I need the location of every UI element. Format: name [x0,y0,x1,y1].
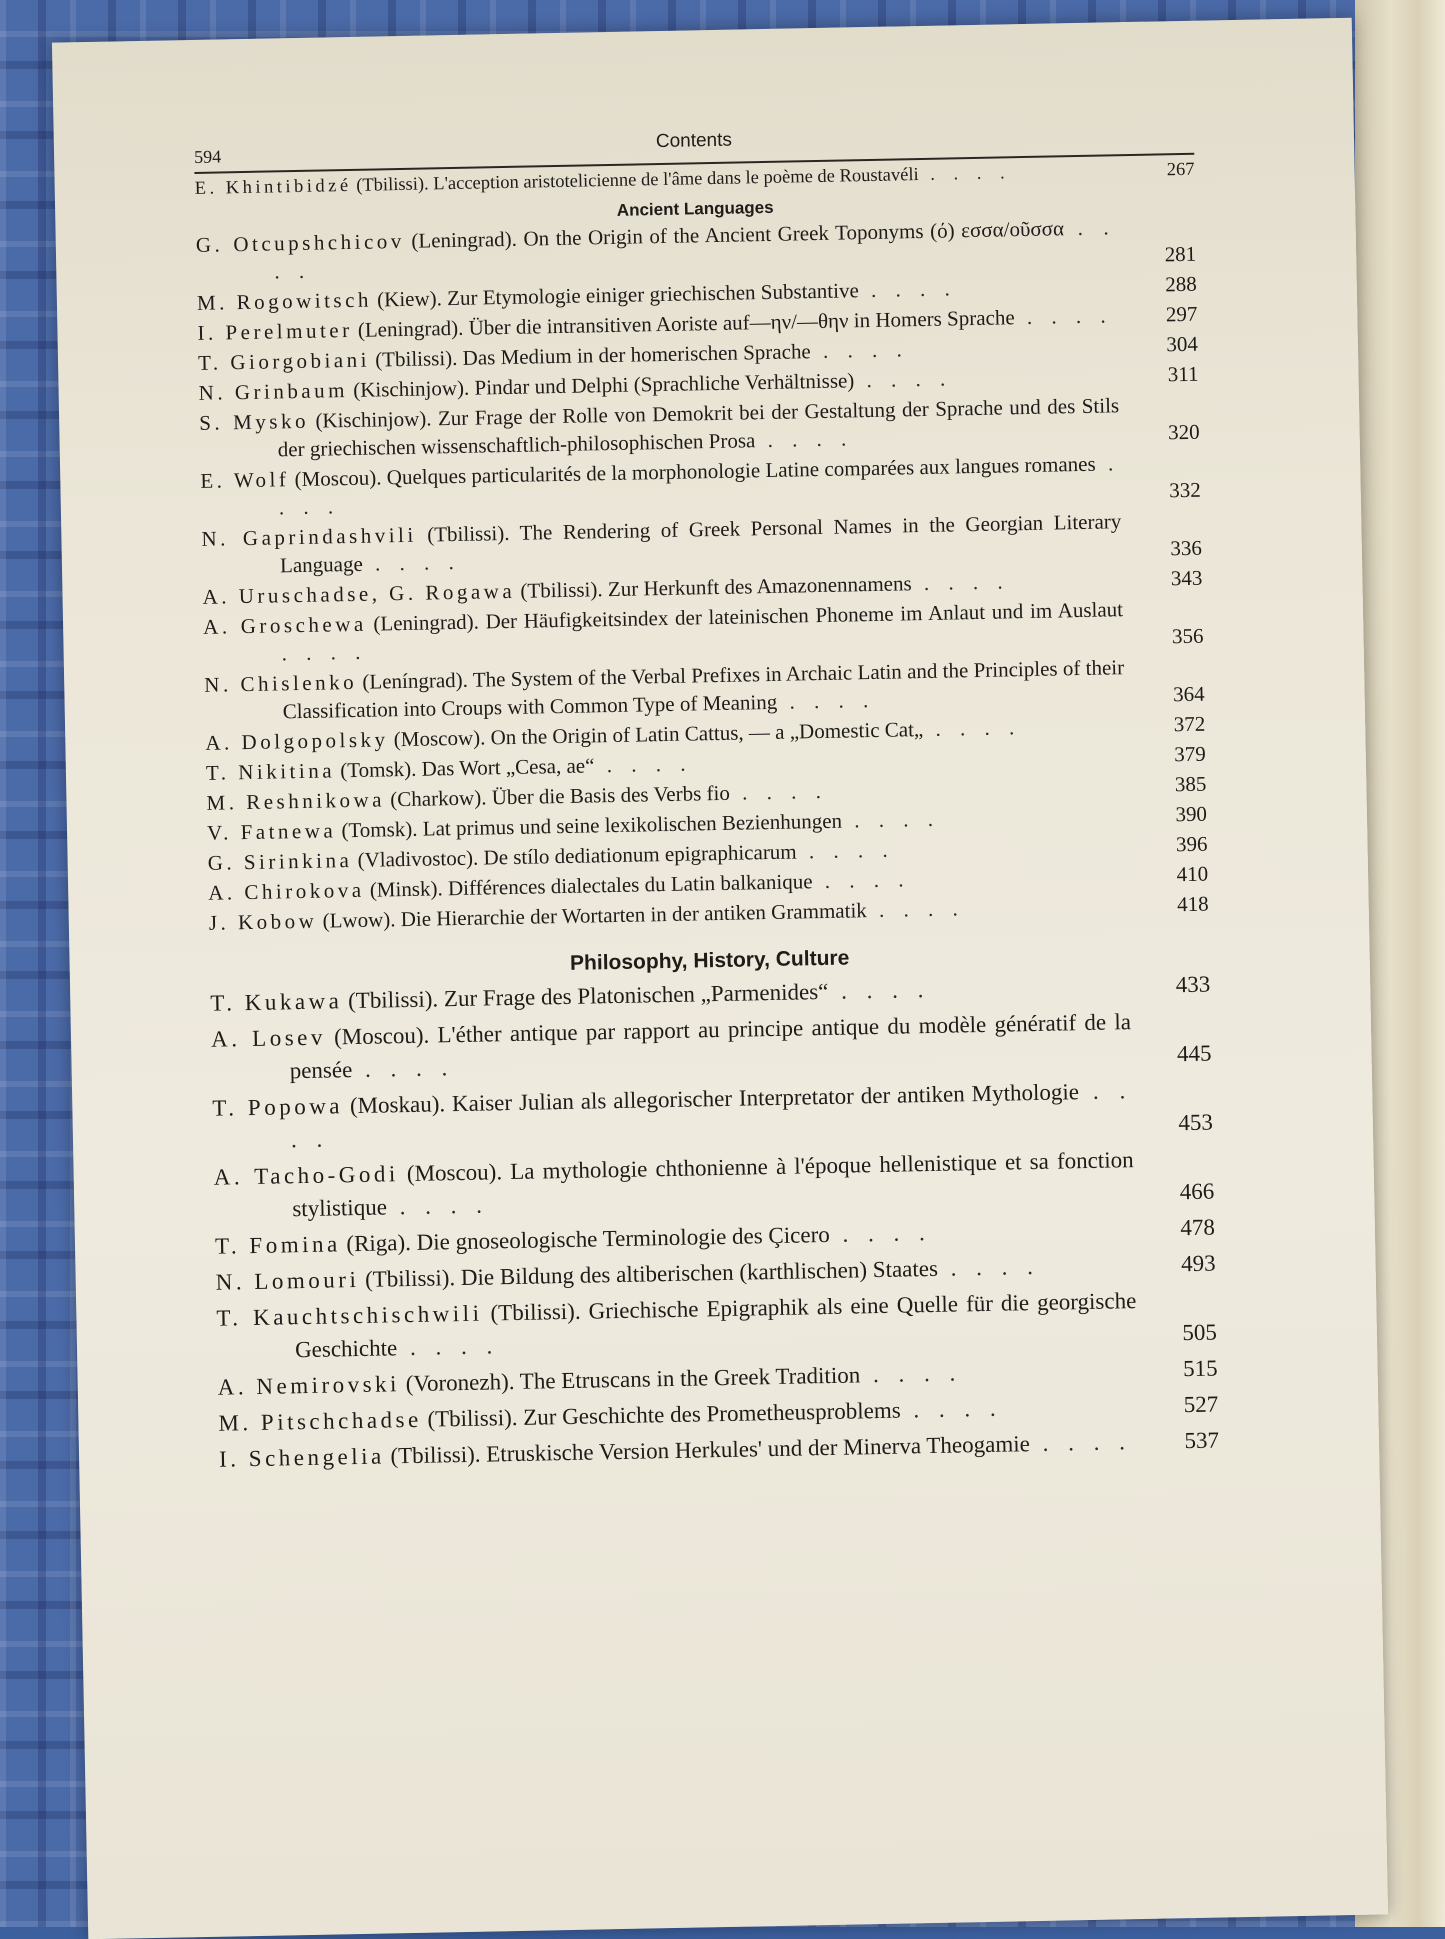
entry-page-number: 379 [1174,741,1207,767]
entry-title: (Leníngrad). The System of the Verbal Prefixes in Archaic Latin and the Principles of their Classification into Croups with Common Type of Meaning [282,655,1125,724]
entry-page-number: 410 [1176,861,1209,887]
entry-author: A. Tacho-Godi [213,1161,400,1190]
entry-page-number: 445 [1176,1040,1212,1067]
leader-dots: . . . . [1029,1429,1133,1457]
leader-dots: . . . . [829,1219,932,1247]
leader-dots: . . . . [594,751,693,778]
leader-dots: . . . . [828,976,931,1004]
entry-page-number: 372 [1173,711,1206,737]
entry-page-number: 343 [1170,565,1203,591]
entry-page-number: 390 [1175,801,1208,827]
entry-title: (Vladivostoc). De stílo dediationum epigraphicarum [357,839,797,872]
entry-page-number: 288 [1165,271,1197,297]
entry-title: (Tbilissi). Zur Frage des Platonischen „Parmenides“ [347,978,829,1014]
entry-page-number: 311 [1167,361,1199,387]
entry-page-number: 527 [1183,1391,1219,1418]
entry-page-number: 396 [1175,831,1208,857]
entry-title: (Moscou). Quelques particularités de la morphonologie Latine comparées aux langues romanes [294,451,1096,492]
entry-author: A. Dolgopolsky [205,727,389,755]
entry-title: (Charkow). Über die Basis des Verbs fio [390,780,731,812]
entry-title: (Tomsk). Lat primus und seine lexikolischen Bezienhungen [341,808,843,843]
entry-title: (Leningrad). Der Häufigkeitsindex der lateinischen Phoneme im Anlaut und im Auslaut [373,597,1124,636]
leader-dots: . . . . [281,639,368,666]
entry-author: M. Pitschchadse [218,1406,422,1436]
entry-author: N. Chislenko [204,669,358,697]
entry-author: T. Kukawa [210,988,343,1016]
entry-author: M. Rogowitsch [196,287,373,315]
section-heading: Ancient Languages [616,197,774,220]
entry-author: S. Mysko [199,408,310,435]
book-page [52,18,1388,1939]
entry-page-number: 267 [1166,159,1195,181]
leader-dots: . . . . [854,366,953,393]
entry-title: (Kischinjow). Pindar und Delphi (Sprachliche Verhältnisse) [352,368,855,402]
entry-title: (Tomsk). Das Wort „Cesa, ae“ [340,753,595,783]
entry-page-number: 297 [1165,301,1198,327]
entry-title: (Tbilissi). Zur Geschichte des Prometheusproblems [427,1397,901,1432]
entry-title: (Tbilissi). Griechische Epigraphik als eine Quelle für die georgische Geschichte [294,1288,1137,1363]
entry-page-number: 493 [1180,1250,1216,1277]
section-heading: Philosophy, History, Culture [569,946,850,975]
entry-title: (Tbilissi). Etruskische Version Herkules' und der Minerva Theogamie [390,1431,1031,1469]
entry-author: T. Popowa [212,1093,344,1121]
entry-title: (Voronezh). The Etruscans in the Greek Tradition [405,1362,861,1397]
entry-title: (Leningrad). On the Origin of the Ancient Greek Toponyms (ό) εσσα/οῦσσα [411,216,1065,253]
leader-dots: . . . . [729,778,829,805]
leader-dots: . . . . [900,1395,1003,1423]
entry-title: (Leningrad). Über die intransitiven Aoriste auf—ην/—θην in Homers Sprache [357,305,1015,342]
entry-title: (Tbilissi). L'acception aristotelicienne de l'âme dans le poème de Roustavéli [356,165,919,196]
leader-dots: . . . . [290,1078,1133,1153]
entry-author: N. Lomouri [215,1266,360,1295]
entry-author: G. Sirinkina [207,848,353,875]
entry-author: A. Nemirovski [217,1371,401,1400]
leader-dots: . . . . [812,867,911,894]
entry-page-number: 320 [1167,419,1200,445]
entry-author: I. Perelmuter [197,317,353,345]
entry-title: (Moscou). La mythologie chthonienne à l'époque hellenistique et sa fonction stylistique [292,1147,1134,1222]
leader-dots: . . . . [274,215,1116,284]
entry-title: (Tbilissi). Zur Herkunft des Amazonennamens [520,571,912,603]
entry-author: A. Chirokova [208,877,365,905]
leader-dots: . . . . [755,426,854,453]
leader-dots: . . . . [858,276,957,303]
entry-author: N. Grinbaum [198,378,349,405]
entry-author: N. Gaprindashvili [201,522,417,551]
leader-dots: . . . . [278,451,1121,520]
entry-author: T. Giorgobiani [197,347,371,375]
entry-author: M. Reshnikowa [206,787,386,815]
entry-title: (Moskau). Kaiser Julian als allegorischer Interpretator der antiken Mythologie [349,1079,1080,1119]
leader-dots: . . . . [923,715,1022,742]
entry-title: (Moscou). L'éther antique par rapport au principe antique du modèle génératif de la pensée [289,1009,1132,1084]
leader-dots: . . . . [1014,303,1113,330]
entry-page-number: 336 [1170,535,1203,561]
entry-title: (Kischinjow). Zur Frage der Rolle von Demokrit bei der Gestaltung der Sprache und des Stils der griechischen wissenschaftlich-philosophischen Prosa [277,393,1120,462]
leader-dots: . . . . [810,337,909,364]
leader-dots: . . . . [386,1192,490,1220]
leader-dots: . . . . [777,687,876,714]
entry-title: (Moscow). On the Origin of Latin Cattus, — a „Domestic Cat„ [393,717,924,752]
entry-author: T. Kauchtschischwili [216,1300,483,1331]
leader-dots: . . . . [362,549,461,576]
leader-dots: . . . . [396,1333,500,1361]
entry-page-number: 505 [1182,1319,1218,1346]
leader-dots: . . . . [918,163,1012,186]
entry-author: G. Otcupshchicov [195,228,405,257]
entry-page-number: 281 [1164,241,1197,267]
leader-dots: . . . . [911,569,1010,596]
leader-dots: . . . . [841,806,941,833]
entry-page-number: 515 [1182,1355,1218,1382]
entry-page-number: 385 [1174,771,1207,797]
entry-title: (Tbilissi). The Rendering of Greek Personal Names in the Georgian Literary Language [279,509,1122,578]
entry-author: A. Groschewa [202,611,367,639]
entry-author: T. Nikitina [205,758,336,785]
entry-title: (Minsk). Différences dialectales du Latin balkanique [369,869,813,902]
entry-author: T. Fomina [214,1231,341,1259]
leader-dots: . . . . [866,896,965,923]
leader-dots: . . . . [796,837,895,864]
entry-author: E. Khintibidzé [194,175,352,199]
entry-page-number: 466 [1179,1178,1215,1205]
page-number: 594 [193,146,222,167]
entry-author: V. Fatnewa [206,818,337,845]
entry-page-number: 478 [1180,1214,1216,1241]
entry-page-number: 332 [1168,477,1201,503]
entry-page-number: 364 [1172,681,1205,707]
entry-title: (Lwow). Die Hierarchie der Wortarten in der antiken Grammatik [322,898,868,933]
contents-sections [194,157,1219,1476]
running-title: Contents [655,129,733,153]
entry-author: A. Uruschadse, G. Rogawa [202,578,516,609]
leader-dots: . . . . [859,1360,963,1388]
entry-author: I. Schengelia [218,1443,385,1472]
entry-author: A. Losev [210,1024,327,1052]
entry-title: (Tbilissi). Die Bildung des altiberischen (karthlischen) Staates [364,1255,939,1292]
entry-page-number: 433 [1175,971,1211,998]
entry-page-number: 304 [1166,331,1199,357]
entry-author: E. Wolf [200,467,290,493]
entry-author: J. Kobow [208,908,318,935]
entry-title: (Kiew). Zur Etymologie einiger griechischen Substantive [376,278,860,312]
entry-page-number: 418 [1176,891,1209,917]
leader-dots: . . . . [937,1253,1041,1281]
leader-dots: . . . . [352,1055,455,1083]
entry-page-number: 537 [1184,1427,1220,1454]
entry-page-number: 356 [1171,623,1204,649]
contents-listing [194,111,1220,1479]
entry-title: (Tbilissi). Das Medium in der homerischen Sprache [374,339,811,372]
entry-title: (Riga). Die gnoseologische Terminologie des Çicero [346,1221,830,1257]
entry-page-number: 453 [1178,1109,1214,1136]
